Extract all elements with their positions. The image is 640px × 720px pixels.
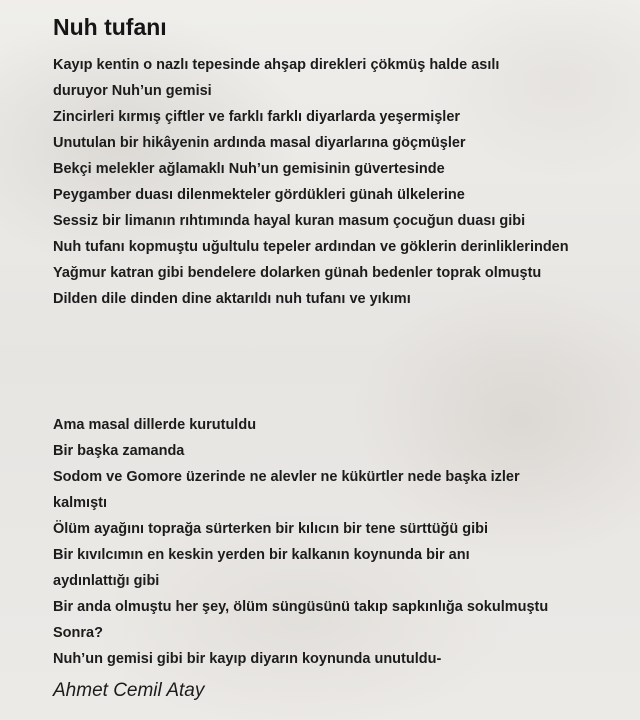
poem-line: Ama masal dillerde kurutuldu	[53, 417, 257, 433]
poem-title: Nuh tufanı	[53, 14, 167, 40]
poem-line: Unutulan bir hikâyenin ardında masal diyarlarına göçmüşler	[53, 135, 466, 151]
poem-line: kalmıştı	[53, 495, 107, 511]
poem-line: duruyor Nuh’un gemisi	[53, 83, 212, 99]
poem-line: aydınlattığı gibi	[53, 573, 160, 589]
stanza-1	[53, 52, 633, 312]
poem-line: Bir kıvılcımın en keskin yerden bir kalkanın koynunda bir anı	[53, 547, 470, 563]
poem-line: Sodom ve Gomore üzerinde ne alevler ne kükürtler nede başka izler	[53, 469, 520, 485]
poem-line: Bir başka zamanda	[53, 443, 185, 459]
poem-container	[53, 12, 633, 701]
poem-line: Yağmur katran gibi bendelere dolarken günah bedenler toprak olmuştu	[53, 265, 542, 281]
poem-line: Peygamber duası dilenmekteler gördükleri günah ülkelerine	[53, 187, 465, 203]
poem-line: Nuh’un gemisi gibi bir kayıp diyarın koynunda unutuldu-	[53, 651, 442, 667]
poem-line: Bekçi melekler ağlamaklı Nuh’un gemisinin güvertesinde	[53, 161, 445, 177]
poem-line: Sonra?	[53, 625, 103, 641]
poem-line: Dilden dile dinden dine aktarıldı nuh tufanı ve yıkımı	[53, 291, 411, 307]
poem-line: Kayıp kentin o nazlı tepesinde ahşap direkleri çökmüş halde asılı	[53, 57, 500, 73]
poem-author: Ahmet Cemil Atay	[53, 680, 205, 701]
poem-line: Ölüm ayağını toprağa sürterken bir kılıcın bir tene sürttüğü gibi	[53, 521, 489, 537]
poem-line: Bir anda olmuştu her şey, ölüm süngüsünü takıp sapkınlığa sokulmuştu	[53, 599, 549, 615]
poem-line: Zincirleri kırmış çiftler ve farklı farklı diyarlarda yeşermişler	[53, 109, 461, 125]
stanza-2	[53, 412, 548, 672]
poem-line: Nuh tufanı kopmuştu uğultulu tepeler ardından ve göklerin derinliklerinden	[53, 239, 569, 255]
poem-line: Sessiz bir limanın rıhtımında hayal kuran masum çocuğun duası gibi	[53, 213, 526, 229]
